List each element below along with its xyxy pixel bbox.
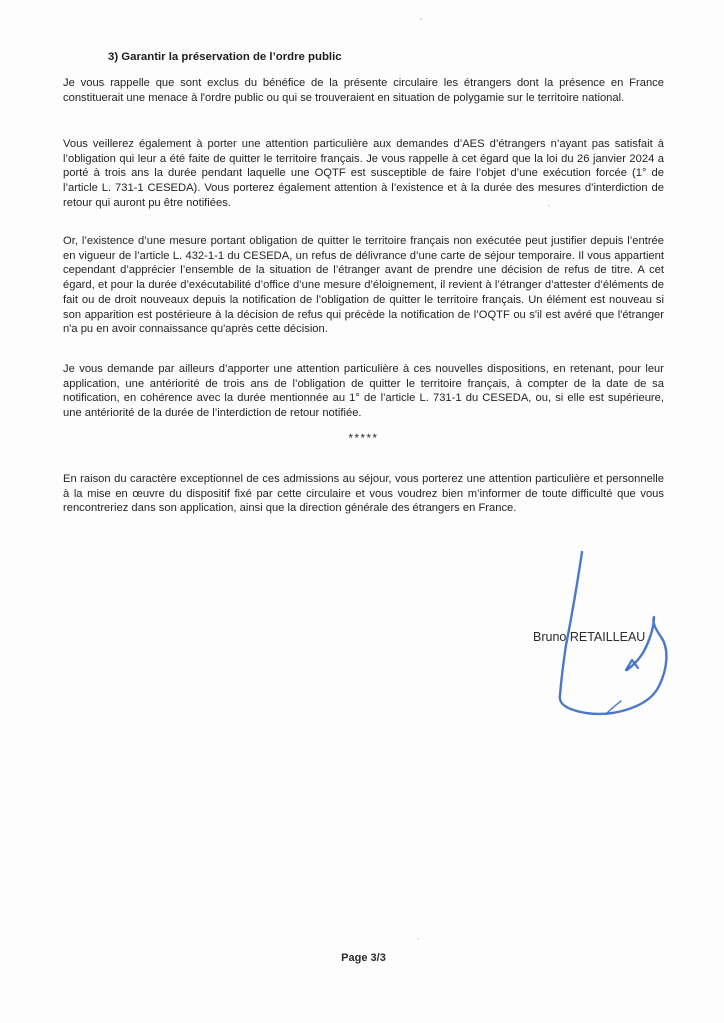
paragraph-refus-carte-sejour: Or, l’existence d’une mesure portant obligation de quitter le territoire français non exécutée peut justifier depuis l’entrée en vigueur de l’article L. 432-1-1 du CESEDA, un refus de délivrance d’une carte de séjour temporaire. Il vous appartient cependant d’apprécier l’ensemble de la situation de l’étranger avant de prendre une décision de refus de titre. A cet égard, et pour la durée d’exécutabilité d’office d’une mesure d’éloignement, il revient à l’étranger d’attester d’éléments de fait ou de droit nouveaux depuis la notification de l’obligation de quitter le territoire français. Un élément est nouveau si son apparition est postérieure à la décision de refus qui précède la notification de l’OQTF ou s'il est avéré que l'étranger n'a pu en avoir connaissance qu'après cette décision. bbox=[63, 235, 664, 336]
paragraph-exclusion-ordre-public: Je vous rappelle que sont exclus du bénéfice de la présente circulaire les étrangers dont la présence en France constituerait une menace à l'ordre public ou qui se trouveraient en situation de polygamie sur le territoire national. bbox=[63, 77, 664, 104]
scan-speck bbox=[104, 84, 106, 86]
signature-main-stroke bbox=[560, 552, 667, 714]
section-heading: 3) Garantir la préservation de l’ordre public bbox=[108, 51, 342, 63]
paragraph-aes-oqtf: Vous veillerez également à porter une attention particulière aux demandes d’AES d’étrangers n’ayant pas satisfait à l’obligation qui leur a été faite de quitter le territoire français. Je vous rappelle à cet égard que la loi du 26 janvier 2024 a porté à trois ans la durée pendant laquelle une OQTF est susceptible de faire l’objet d’une exécution forcée (1° de l’article L. 731-1 CESEDA). Vous porterez également attention à l’existence et à la durée des mesures d’interdiction de retour qui auront pu être notifiées. bbox=[63, 138, 664, 209]
asterisk-separator: ***** bbox=[348, 433, 379, 445]
scan-speck bbox=[420, 18, 422, 20]
paragraph-conclusion: En raison du caractère exceptionnel de ces admissions au séjour, vous porterez une attention particulière et personnelle à la mise en œuvre du dispositif fixé par cette circulaire et vous voudrez bien m’informer de toute difficulté que vous rencontreriez dans son application, ainsi que la direction générale des étrangers en France. bbox=[63, 473, 664, 515]
paragraph-anteriorite-trois-ans: Je vous demande par ailleurs d’apporter une attention particulière à ces nouvelles dispositions, en retenant, pour leur application, une antériorité de trois ans de l’obligation de quitter le territoire français, à compter de la date de sa notification, en cohérence avec la durée mentionnée au 1° de l’article L. 731-1 du CESEDA, ou, si elle est supérieure, une antériorité de la durée de l’interdiction de retour notifiée. bbox=[63, 363, 664, 420]
page-number: Page 3/3 bbox=[341, 952, 386, 964]
scan-speck bbox=[417, 938, 419, 940]
handwritten-signature-ink bbox=[545, 543, 685, 728]
signatory-name: Bruno RETAILLEAU bbox=[533, 630, 646, 644]
scan-speck bbox=[548, 205, 550, 207]
